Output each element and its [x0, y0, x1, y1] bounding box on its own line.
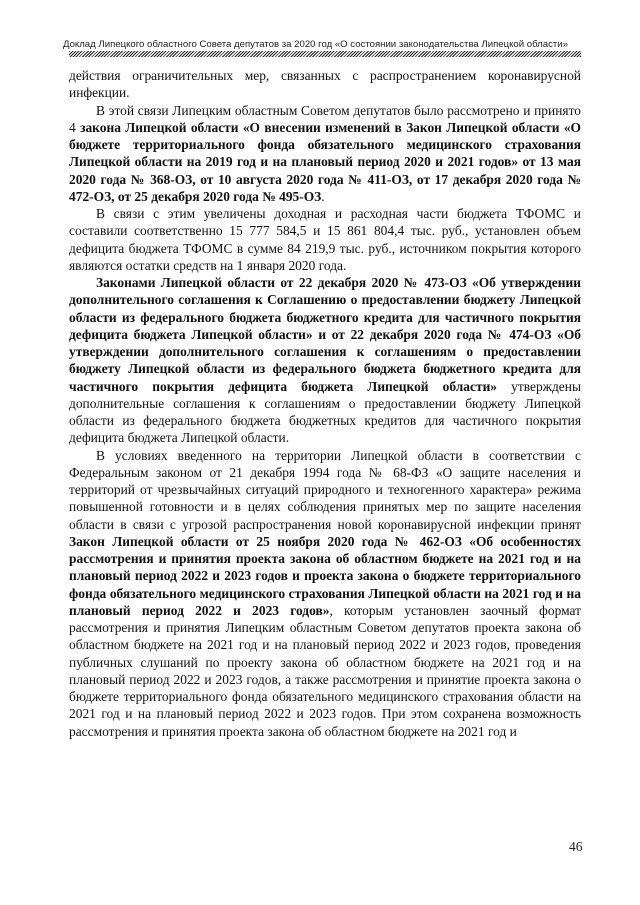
page-number: 46 — [569, 839, 583, 854]
paragraph — [69, 102, 581, 206]
header-rule — [69, 51, 581, 57]
text-run: утверждены дополнительные соглашения к соглашениям о предоставлении бюджету Липецкой области из федерального бюджета бюджетных кредитов для частичного покрытия дефицита бюджета Липецкой области. — [69, 378, 581, 446]
text-run: . — [321, 188, 325, 204]
paragraph — [69, 447, 581, 740]
paragraph — [69, 274, 581, 447]
bold-text-run: закона Липецкой области «О внесении изменений в Закон Липецкой области «О бюджете территориального фонда обязательного медицинского страхования Липецкой области на 2019 год и на плановый период 2020 и 2021 годов» от 13 мая 2020 года № 368-ОЗ, от 10 августа 2020 года № 411-ОЗ, от 17 декабря 2020 года № 472-ОЗ, от 25 декабря 2020 года № 495-ОЗ — [69, 119, 582, 204]
running-header: Доклад Липецкого областного Совета депутатов за 2020 год «О состоянии законодательства Липецкой области» — [62, 39, 568, 50]
bold-text-run: Законами Липецкой области от 22 декабря 2020 № 473-ОЗ «Об утверждении дополнительного соглашения к Соглашению о предоставлении бюджету Липецкой области из федерального бюджета бюджетного кредита для частичного покрытия дефицита бюджета Липецкой области» и от 22 декабря 2020 года № 474-ОЗ «Об утверждении дополнительного соглашения к соглашениям о предоставлении бюджету Липецкой области из федерального бюджета бюджетного кредита для частичного покрытия дефицита бюджета Липецкой области» — [69, 275, 581, 394]
text-run: В связи с этим увеличены доходная и расходная части бюджета ТФОМС и составили соответственно 15 777 584,5 и 15 861 804,4 тыс. руб., установлен объем дефицита бюджета ТФОМС в сумме 84 219,9 тыс. руб., источником покрытия которого являются остатки средств на 1 января 2020 года. — [69, 206, 581, 273]
paragraph — [69, 67, 581, 102]
bold-text-run: Закон Липецкой области от 25 ноября 2020 года № 462-ОЗ «Об особенностях рассмотрения и принятия проекта закона об областном бюджете на 2021 год и на плановый период 2022 и 2023 годов и проекта закона о бюджете территориального фонда обязательного медицинского страхования Липецкой области на 2021 год и на плановый период 2022 и 2023 годов» — [69, 533, 581, 618]
body-text — [69, 67, 581, 740]
text-run: В условиях введенного на территории Липецкой области в соответствии с Федеральным законом от 21 декабря 1994 года № 68-ФЗ «О защите населения и территорий от чрезвычайных ситуаций природного и техногенного характера» режима повышенной готовности и в целях соблюдения принятых мер по защите населения области в связи с угрозой распространения новой коронавирусной инфекции принят — [69, 447, 581, 532]
paragraph — [69, 205, 581, 274]
text-run: В этой связи Липецким областным Советом депутатов было рассмотрено и принято 4 — [69, 102, 581, 135]
text-run: действия ограничительных мер, связанных с распространением коронавирусной инфекции. — [69, 68, 581, 101]
text-run: , которым установлен заочный формат рассмотрения и принятия Липецким областным Советом депутатов проекта закона об областном бюджете на 2021 год и на плановый период 2022 и 2023 годов, проведения публичных слушаний по проекту закона об областном бюджете на 2021 год и на плановый период 2022 и 2023 годов, а также рассмотрения и принятие проекта закона о бюджете территориального фонда обязательного медицинского страхования области на 2021 год и на плановый период 2022 и 2023 годов. При этом сохранена возможность рассмотрения и принятия проекта закона об областном бюджете на 2021 год и — [69, 602, 581, 739]
